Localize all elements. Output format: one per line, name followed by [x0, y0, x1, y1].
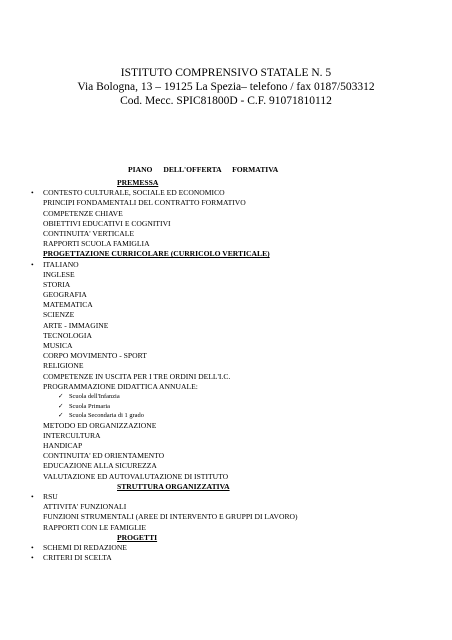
list-item-label: OBIETTIVI EDUCATIVI E COGNITIVI	[43, 218, 171, 228]
bullet-icon: •	[31, 492, 34, 502]
list-item	[29, 372, 449, 382]
school-name: ISTITUTO COMPRENSIVO STATALE N. 5	[120, 67, 332, 79]
list-item-label: HANDICAP	[43, 441, 83, 451]
list-item	[29, 512, 449, 522]
list-item-label: INTERCULTURA	[43, 430, 101, 440]
list-item	[29, 260, 449, 270]
list-item	[29, 280, 449, 290]
list-item	[29, 553, 449, 563]
list-item-label: EDUCAZIONE ALLA SICUREZZA	[43, 461, 157, 471]
sub-list-item-label: Scuola dell'Infanzia	[69, 392, 120, 400]
list-item	[29, 492, 449, 502]
bullet-icon: •	[31, 553, 34, 563]
list-item-label: ITALIANO	[43, 259, 79, 269]
list-item-label: VALUTAZIONE ED AUTOVALUTAZIONE DI ISTITUTO	[43, 471, 229, 481]
school-header	[0, 66, 452, 108]
list-item-label: FUNZIONI STRUMENTALI (AREE DI INTERVENTO E GRUPPI DI LAVORO)	[43, 512, 298, 522]
table-of-contents	[29, 178, 449, 563]
list-item-label: PROGRAMMAZIONE DIDATTICA ANNUALE:	[43, 381, 198, 391]
document-title: PIANO DELL'OFFERTA FORMATIVA	[128, 165, 279, 174]
list-item	[29, 198, 449, 208]
list-item-label: RELIGIONE	[43, 361, 84, 371]
list-item	[29, 543, 449, 553]
list-item-label: CRITERI DI SCELTA	[43, 553, 112, 563]
list-item-label: CORPO MOVIMENTO - SPORT	[43, 351, 147, 361]
list-item-label: INGLESE	[43, 269, 75, 279]
list-item	[29, 502, 449, 512]
list-item	[29, 472, 449, 482]
list-item	[29, 219, 449, 229]
bullet-icon: •	[31, 542, 34, 552]
list-item-label: RAPPORTI SCUOLA FAMIGLIA	[43, 239, 150, 249]
school-codes: Cod. Mecc. SPIC81800D - C.F. 91071810112	[120, 95, 332, 107]
sub-list-item-label: Scuola Secondaria di 1 grado	[69, 412, 144, 420]
list-item-label: CONTESTO CULTURALE, SOCIALE ED ECONOMICO	[43, 188, 225, 198]
sub-list-item-label: Scuola Primaria	[69, 402, 110, 410]
list-item-label: STORIA	[43, 279, 71, 289]
list-item	[29, 461, 449, 471]
list-item	[29, 451, 449, 461]
section-heading-progettazione: PROGETTAZIONE CURRICOLARE (CURRICOLO VERTICALE)	[43, 249, 270, 259]
list-item-label: METODO ED ORGANIZZAZIONE	[43, 420, 157, 430]
list-item-label: COMPETENZE IN USCITA PER I TRE ORDINI DELL'I.C.	[43, 371, 231, 381]
bullet-icon: •	[31, 188, 34, 198]
list-item-label: RSU	[43, 492, 58, 502]
list-item-label: ARTE - IMMAGINE	[43, 320, 109, 330]
list-item-label: PRINCIPI FONDAMENTALI DEL CONTRATTO FORMATIVO	[43, 198, 246, 208]
list-item	[29, 441, 449, 451]
list-item-label: TECNOLOGIA	[43, 330, 92, 340]
list-item-label: SCHEMI DI REDAZIONE	[43, 542, 127, 552]
list-item-label: COMPETENZE CHIAVE	[43, 208, 123, 218]
list-item	[29, 351, 449, 361]
list-item	[29, 300, 449, 310]
section-heading-struttura: STRUTTURA ORGANIZZATIVA	[117, 481, 230, 491]
list-item	[29, 341, 449, 351]
list-item-label: ATTIVITA' FUNZIONALI	[43, 502, 127, 512]
list-item	[29, 361, 449, 371]
checkmark-icon: ✓	[58, 412, 64, 420]
section-heading-progetti: PROGETTI	[117, 532, 158, 542]
list-item	[29, 421, 449, 431]
list-item	[29, 270, 449, 280]
sub-list-item	[29, 402, 449, 412]
list-item-label: RAPPORTI CON LE FAMIGLIE	[43, 522, 146, 532]
list-item-label: SCIENZE	[43, 310, 75, 320]
list-item	[29, 229, 449, 239]
list-item	[29, 310, 449, 320]
list-item	[29, 290, 449, 300]
sub-list-item	[29, 411, 449, 421]
list-item-label: CONTINUITA' VERTICALE	[43, 228, 135, 238]
checkmark-icon: ✓	[58, 392, 64, 400]
list-item	[29, 239, 449, 249]
school-address: Via Bologna, 13 – 19125 La Spezia– telefono / fax 0187/503312	[77, 81, 375, 93]
checkmark-icon: ✓	[58, 402, 64, 410]
list-item	[29, 431, 449, 441]
bullet-icon: •	[31, 259, 34, 269]
list-item-label: GEOGRAFIA	[43, 290, 87, 300]
sub-list-item	[29, 392, 449, 402]
list-item	[29, 321, 449, 331]
list-item	[29, 382, 449, 392]
list-item-label: CONTINUITA' ED ORIENTAMENTO	[43, 451, 165, 461]
section-heading-premessa: PREMESSA	[117, 178, 159, 187]
list-item-label: MATEMATICA	[43, 300, 93, 310]
list-item	[29, 331, 449, 341]
list-item-label: MUSICA	[43, 341, 73, 350]
list-item	[29, 523, 449, 533]
list-item	[29, 209, 449, 219]
list-item	[29, 188, 449, 198]
